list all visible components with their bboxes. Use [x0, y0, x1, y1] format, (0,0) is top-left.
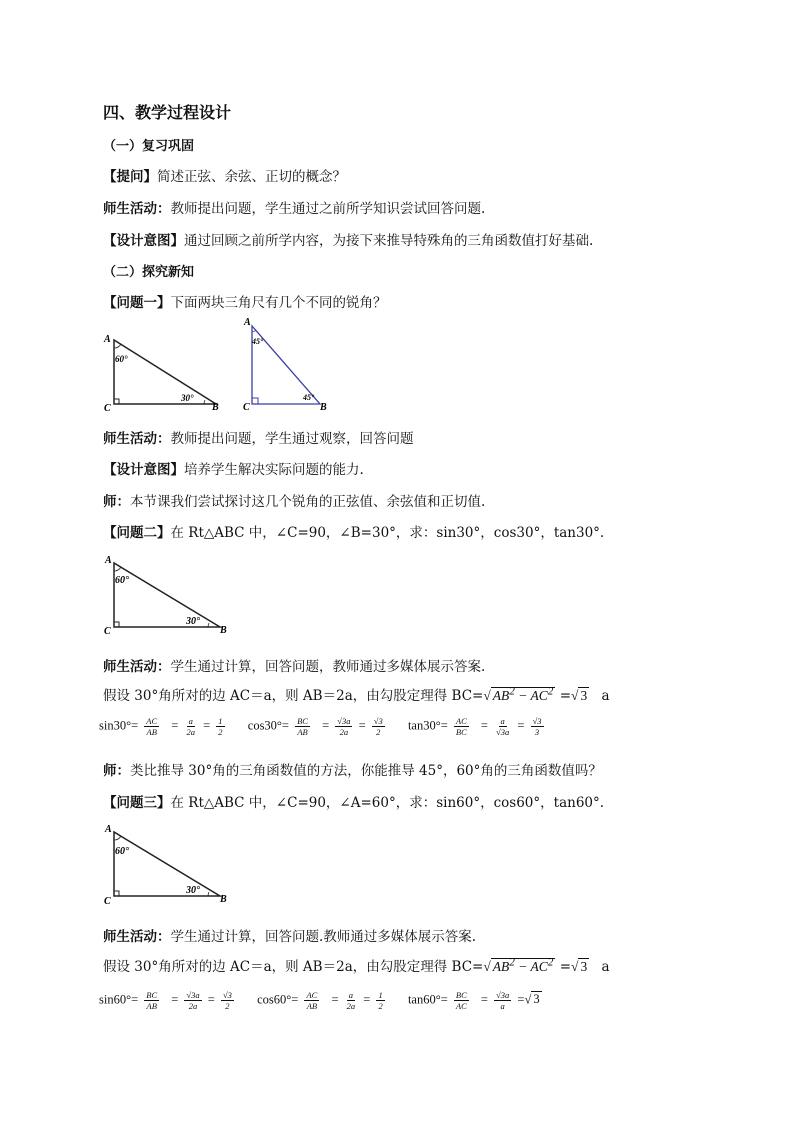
- question-one: [103, 291, 387, 311]
- activity-tag: 师生活动：: [103, 929, 171, 945]
- teacher-statement-two: [103, 759, 602, 779]
- activity-text: 教师提出问题，学生通过之前所学知识尝试回答问题.: [170, 201, 486, 217]
- angle-b-label: 30°: [186, 616, 200, 627]
- triangle-figure-1: [100, 330, 225, 416]
- intent-tag: 【设计意图】: [103, 462, 184, 478]
- activity-text: 学生通过计算，回答问题，教师通过多媒体展示答案.: [170, 659, 486, 675]
- vertex-b-label: B: [320, 402, 327, 413]
- sqrt-expression: √ $AB^2 - AC^2$: [483, 956, 554, 974]
- assumption-line-two: 假设 30°角所对的边 AC＝a，则 AB＝2a，由勾股定理得 BC=√ $AB^2 - AC^2$ =√ 3 a: [103, 685, 610, 704]
- vertex-a-label: A: [244, 317, 251, 328]
- triangle-figure-3: [100, 549, 230, 639]
- vertex-b-label: B: [220, 625, 227, 636]
- activity-one: [103, 427, 414, 447]
- fraction: $\frac{AC}{BC}$: [455, 716, 467, 737]
- fraction: $\frac{1}{2}$: [378, 990, 383, 1011]
- part1-heading: （一）复习巩固: [103, 139, 195, 154]
- fraction: $\frac{BC}{AB}$: [297, 716, 308, 737]
- teacher-tag: 师：: [103, 763, 130, 779]
- activity-two: [103, 655, 485, 675]
- teacher-text: 类比推导 30°角的三角函数值的方法，你能推导 45°，60°角的三角函数值吗？: [130, 763, 602, 779]
- part1-intent: [103, 229, 593, 249]
- teacher-text: 本节课我们尝试探讨这几个锐角的正弦值、余弦值和正切值.: [130, 494, 486, 510]
- angle-a-label: 45°: [252, 337, 264, 346]
- fraction: $\frac{√3}{2}$: [222, 990, 232, 1011]
- triangle-figure-2: [240, 316, 335, 416]
- fraction: $\frac{√3a}{2a}$: [337, 716, 351, 737]
- question-two-tag: 【问题二】: [103, 525, 171, 541]
- vertex-a-label: A: [105, 824, 112, 835]
- triangle-figure-4: [100, 820, 230, 910]
- fraction: $\frac{BC}{AC}$: [455, 990, 467, 1011]
- vertex-c-label: C: [243, 402, 250, 413]
- vertex-c-label: C: [104, 626, 111, 637]
- question-two-text: 在 Rt△ABC 中，∠C=90，∠B=30°，求：sin30°，cos30°，tan30°.: [170, 525, 605, 541]
- question-three: [103, 791, 604, 811]
- activity-tag: 师生活动：: [103, 201, 171, 217]
- fraction: $\frac{1}{2}$: [218, 716, 223, 737]
- activity-tag: 师生活动：: [103, 659, 171, 675]
- fraction: $\frac{a}{2a}$: [186, 716, 195, 737]
- part1-activity: [103, 197, 485, 217]
- angle-b-label: 30°: [186, 885, 200, 896]
- trig-values-60: sin60°= $\frac{BC}{AB}$ = $\frac{√3a}{2a}$ = $\frac{√3}{2}$ cos60°= $\frac{AC}{AB}$ = $\frac{a}{2a}$ = $\frac{1}{2}$ tan60°= $\frac{BC}{AC}$ = $\frac{√3a}{a}$ =√ 3: [99, 990, 540, 1011]
- vertex-a-label: A: [104, 334, 111, 345]
- question-three-text: 在 Rt△ABC 中，∠C=90，∠A=60°，求：sin60°，cos60°，tan60°.: [170, 795, 605, 811]
- part2-heading: （二）探究新知: [103, 265, 195, 280]
- question-one-tag: 【问题一】: [103, 295, 171, 311]
- fraction: $\frac{a}{2a}$: [346, 990, 356, 1011]
- part1-question: [103, 165, 346, 185]
- question-text: 简述正弦、余弦、正切的概念？: [157, 169, 346, 185]
- angle-a-label: 60°: [115, 575, 129, 586]
- angle-a-label: 60°: [115, 846, 129, 857]
- fraction: $\frac{√3}{2}$: [373, 716, 383, 737]
- angle-b-label: 30°: [181, 393, 194, 403]
- teacher-statement-one: [103, 490, 485, 510]
- question-tag: 【提问】: [103, 169, 157, 185]
- activity-text: 学生通过计算，回答问题.教师通过多媒体展示答案.: [170, 929, 477, 945]
- intent-text: 通过回顾之前所学内容，为接下来推导特殊角的三角函数值打好基础.: [184, 233, 594, 249]
- vertex-b-label: B: [212, 402, 219, 413]
- fraction: $\frac{a}{√3a}$: [496, 716, 510, 737]
- activity-three: [103, 925, 476, 945]
- angle-b-label: 45°: [303, 393, 315, 402]
- fraction: $\frac{AC}{AB}$: [146, 716, 158, 737]
- question-two: [103, 521, 604, 541]
- intent-tag: 【设计意图】: [103, 233, 184, 249]
- vertex-b-label: B: [220, 894, 227, 905]
- vertex-c-label: C: [104, 896, 111, 907]
- activity-text: 教师提出问题，学生通过观察，回答问题: [170, 431, 414, 447]
- intent-text: 培养学生解决实际问题的能力.: [184, 462, 364, 478]
- assumption-text: 假设 30°角所对的边 AC＝a，则 AB＝2a，由勾股定理得 BC=: [103, 688, 484, 704]
- vertex-a-label: A: [105, 555, 112, 566]
- fraction: $\frac{BC}{AB}$: [146, 990, 158, 1011]
- assumption-line-three: 假设 30°角所对的边 AC＝a，则 AB＝2a，由勾股定理得 BC=√ $AB^2 - AC^2$ =√ 3 a: [103, 956, 610, 975]
- fraction: $\frac{√3}{3}$: [532, 716, 542, 737]
- angle-a-label: 60°: [115, 354, 128, 364]
- fraction: $\frac{AC}{AB}$: [306, 990, 318, 1011]
- intent-one: [103, 458, 364, 478]
- vertex-c-label: C: [104, 403, 111, 414]
- assumption-text: 假设 30°角所对的边 AC＝a，则 AB＝2a，由勾股定理得 BC=: [103, 959, 484, 975]
- fraction: $\frac{√3a}{a}$: [496, 990, 510, 1011]
- section-title: 四、教学过程设计: [103, 103, 232, 122]
- question-one-text: 下面两块三角尺有几个不同的锐角？: [170, 295, 387, 311]
- question-three-tag: 【问题三】: [103, 795, 171, 811]
- fraction: $\frac{√3a}{2a}$: [186, 990, 200, 1011]
- sqrt-expression: √ $AB^2 - AC^2$: [483, 685, 554, 703]
- teacher-tag: 师：: [103, 494, 130, 510]
- activity-tag: 师生活动：: [103, 431, 171, 447]
- trig-values-30: sin30°= $\frac{AC}{AB}$ = $\frac{a}{2a}$ = $\frac{1}{2}$ cos30°= $\frac{BC}{AB}$ = $\frac{√3a}{2a}$ = $\frac{√3}{2}$ tan30°= $\frac{AC}{BC}$ = $\frac{a}{√3a}$ = $\frac{√3}{3}$: [99, 716, 542, 737]
